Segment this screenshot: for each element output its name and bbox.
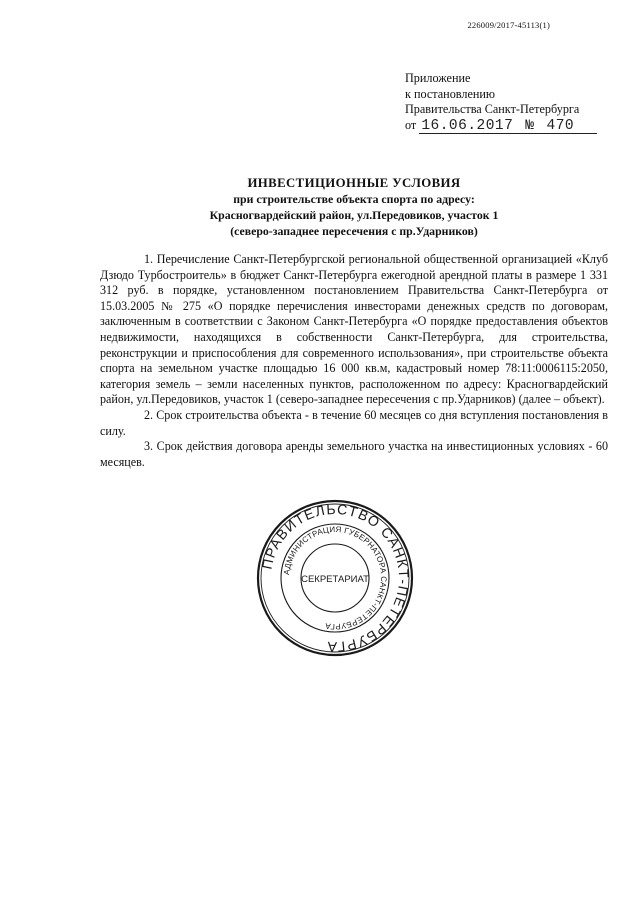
appendix-line-2: к постановлению (405, 86, 496, 101)
secretariat-stamp (255, 498, 415, 658)
appendix-date-row (405, 118, 605, 134)
paragraph-3: 3. Срок действия договора аренды земельного участка на инвестиционных условиях - 60 месяцев. (100, 439, 608, 469)
handwritten-number: 470 (546, 117, 575, 134)
appendix-block (405, 71, 605, 134)
stamp-inner-text: АДМИНИСТРАЦИЯ ГУБЕРНАТОРА САНКТ-ПЕТЕРБУРГА (282, 524, 389, 632)
handwritten-date: 16.06.2017 (421, 117, 514, 134)
title-line-2: при строительстве объекта спорта по адресу: (233, 192, 475, 206)
document-title-block (100, 175, 608, 239)
number-sign: № (525, 117, 535, 134)
document-title: ИНВЕСТИЦИОННЫЕ УСЛОВИЯ (247, 176, 461, 190)
title-line-4: (северо-западнее пересечения с пр.Ударников) (230, 224, 478, 238)
date-number-line (419, 119, 597, 134)
document-body (100, 252, 608, 470)
paragraph-1: 1. Перечисление Санкт-Петербургской региональной общественной организацией «Клуб Дзюдо Турбостроитель» в бюджет Санкт-Петербурга ежегодной арендной платы в размере 1 331 312 руб. в порядке, установленном постановлением Правительства Санкт-Петербурга от 15.03.2005 № 275 «О порядке перечисления инвесторами денежных средств по договорам, заключенным в соответствии с Законом Санкт-Петербурга «О порядке предоставления объектов недвижимости, находящихся в собственности Санкт-Петербурга, для строительства, реконструкции и приспособления для современного использования», при строительстве объекта спорта на земельном участке площадью 16 000 кв.м, кадастровый номер 78:11:0006115:2050, категория земель – земли населенных пунктов, расположенном по адресу: Красногвардейский район, ул.Передовиков, участок 1 (северо-западнее пересечения с пр.Ударников) (далее – объект). (100, 252, 608, 407)
paragraph-2: 2. Срок строительства объекта - в течение 60 месяцев со дня вступления постановления в силу. (100, 407, 608, 438)
appendix-line-1: Приложение (405, 71, 471, 85)
date-prefix: от (405, 117, 417, 132)
appendix-line-3: Правительства Санкт-Петербурга (405, 102, 580, 116)
stamp-center-text: СЕКРЕТАРИАТ (301, 574, 369, 585)
stamp-outer-text: ПРАВИТЕЛЬСТВО САНКТ-ПЕТЕРБУРГА (258, 500, 413, 656)
document-id: 226009/2017-45113(1) (467, 20, 550, 30)
stamp-seal-icon (255, 498, 415, 658)
title-line-3: Красногвардейский район, ул.Передовиков, участок 1 (209, 208, 499, 222)
